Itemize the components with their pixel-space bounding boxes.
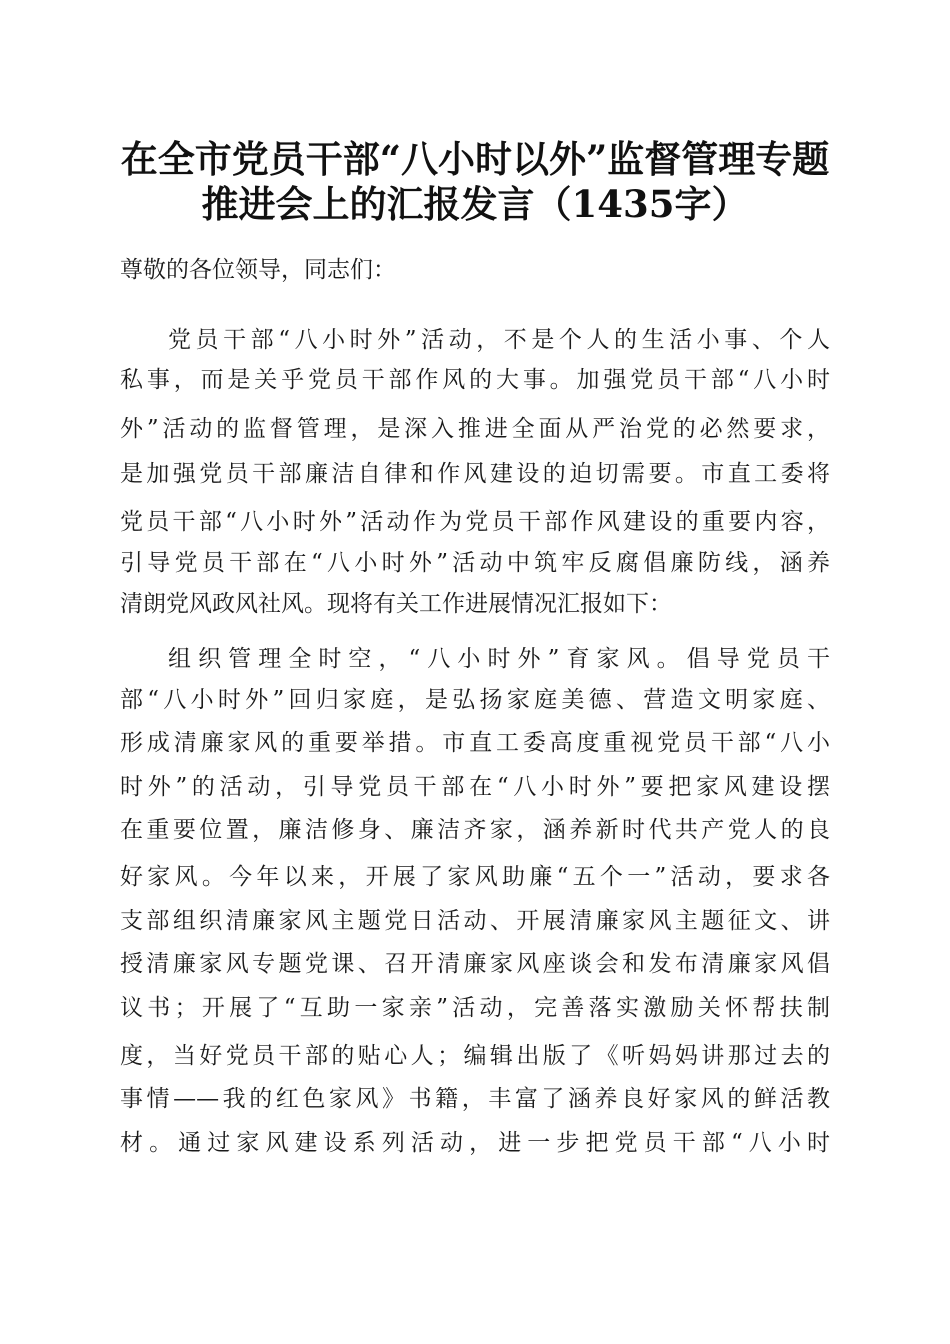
paragraph-line: 好家风。今年以来，开展了家风助廉“五个一”活动，要求各	[120, 864, 830, 890]
paragraph-line: 清朗党风政风社风。现将有关工作进展情况汇报如下：	[120, 591, 672, 617]
paragraph-line: 支部组织清廉家风主题党日活动、开展清廉家风主题征文、讲	[120, 908, 830, 934]
salutation: 尊敬的各位领导，同志们：	[120, 257, 396, 283]
paragraph-line: 外”活动的监督管理，是深入推进全面从严治党的必然要求，	[120, 416, 830, 442]
paragraph-line: 引导党员干部在“八小时外”活动中筑牢反腐倡廉防线，涵养	[120, 550, 830, 576]
paragraph-line: 在重要位置，廉洁修身、廉洁齐家，涵养新时代共产党人的良	[120, 817, 830, 843]
paragraph-line: 是加强党员干部廉洁自律和作风建设的迫切需要。市直工委将	[120, 461, 830, 487]
paragraph-line: 私事，而是关乎党员干部作风的大事。加强党员干部“八小时	[120, 367, 830, 393]
paragraph-line: 时外”的活动，引导党员干部在“八小时外”要把家风建设摆	[120, 774, 830, 800]
title-line-1: 在全市党员干部“八小时以外”监督管理专题	[120, 137, 830, 181]
paragraph-line: 部“八小时外”回归家庭，是弘扬家庭美德、营造文明家庭、	[120, 687, 830, 713]
paragraph-line: 授清廉家风专题党课、召开清廉家风座谈会和发布清廉家风倡	[120, 951, 830, 977]
paragraph-line: 议书；开展了“互助一家亲”活动，完善落实激励关怀帮扶制	[120, 995, 830, 1021]
paragraph-line: 党员干部“八小时外”活动作为党员干部作风建设的重要内容，	[120, 509, 830, 535]
title-line-2: 推进会上的汇报发言（1435字）	[201, 182, 749, 226]
paragraph-line: 度，当好党员干部的贴心人；编辑出版了《听妈妈讲那过去的	[120, 1043, 830, 1069]
paragraph-line: 组织管理全时空，“八小时外”育家风。倡导党员干	[168, 646, 830, 672]
paragraph-line: 事情——我的红色家风》书籍，丰富了涵养良好家风的鲜活教	[120, 1086, 830, 1112]
paragraph-line: 材。通过家风建设系列活动，进一步把党员干部“八小时	[120, 1130, 830, 1156]
paragraph-line: 党员干部“八小时外”活动，不是个人的生活小事、个人	[168, 327, 830, 353]
paragraph-line: 形成清廉家风的重要举措。市直工委高度重视党员干部“八小	[120, 730, 830, 756]
